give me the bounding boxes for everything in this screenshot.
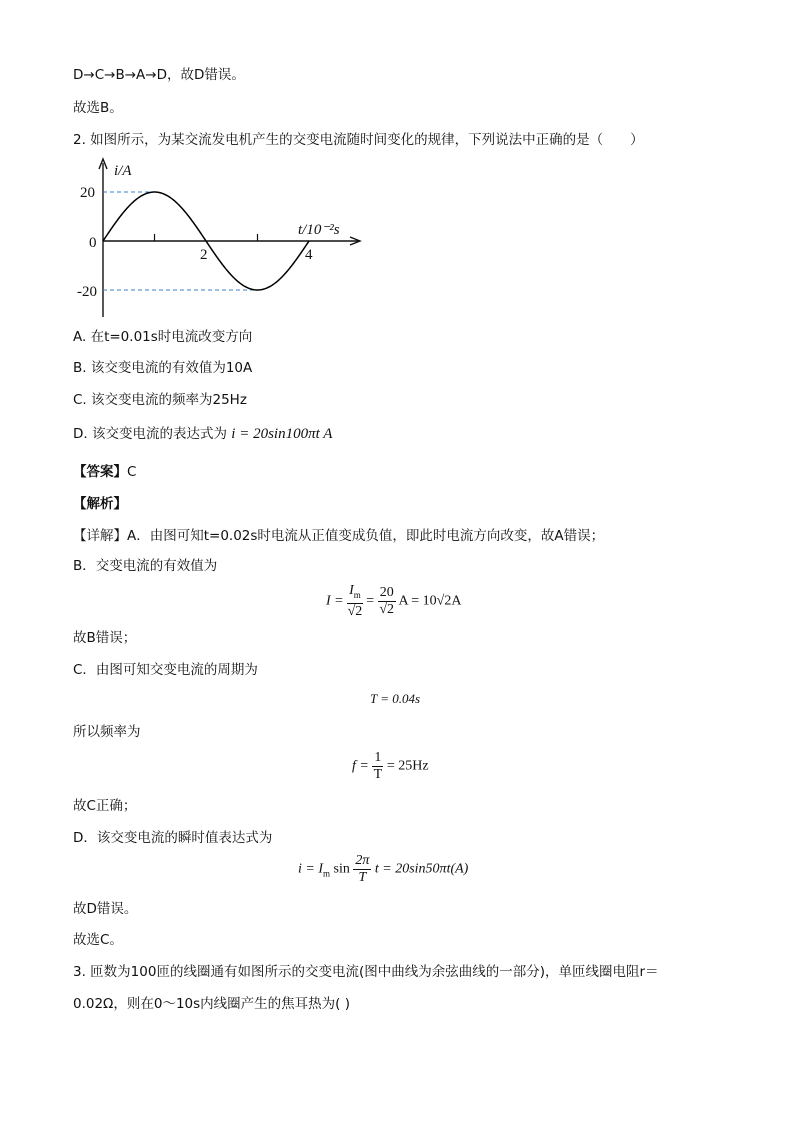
period-formula: T = 0.04s (370, 691, 421, 706)
option-d-prefix: D. 该交变电流的表达式为 (73, 426, 227, 442)
y-tick-label-20: 20 (80, 185, 95, 201)
detail-d-conclusion: 故D错误。 (73, 901, 138, 917)
frequency-result: = 25Hz (386, 758, 429, 774)
fraction-im-sqrt2 (347, 583, 363, 620)
denominator-t: T (373, 767, 383, 782)
im-symbol: I (349, 583, 354, 598)
answer-row (73, 462, 136, 482)
effective-value-result: A = 10√2A (398, 593, 462, 609)
question-3-line-2: 0.02Ω，则在0～10s内线圈产生的焦耳热为( ) (73, 996, 351, 1012)
formula-i-im: i = I (298, 861, 323, 877)
text-line-1: D→C→B→A→D，故D错误。 (73, 67, 245, 83)
frequency-intro: 所以频率为 (73, 724, 141, 740)
detail-b-intro: B．交变电流的有效值为 (73, 558, 218, 574)
final-answer: 故选C。 (73, 932, 123, 948)
y-tick-label-0: 0 (89, 235, 97, 251)
analysis-label: 【解析】 (73, 496, 127, 512)
x-tick-label-4: 4 (305, 247, 313, 263)
option-d-expression: i = 20sin100πt A (231, 426, 333, 442)
im-subscript-2: m (323, 868, 331, 879)
detail-d-intro: D．该交变电流的瞬时值表达式为 (73, 830, 273, 846)
answer-value: C (127, 464, 137, 480)
option-c: C. 该交变电流的频率为25Hz (73, 392, 247, 408)
y-tick-label-neg20: -20 (77, 284, 97, 300)
answer-label: 【答案】 (73, 464, 127, 480)
im-subscript: m (353, 589, 361, 600)
detail-a: 【详解】A．由图可知t=0.02s时电流从正值变成负值，即此时电流方向改变，故A错误； (73, 528, 605, 544)
numerator-1: 1 (374, 750, 382, 765)
option-d (73, 424, 332, 444)
frequency-formula (352, 750, 429, 783)
current-time-chart (72, 155, 362, 320)
formula-i-equals: I = (326, 593, 344, 609)
equals-sign: = (366, 593, 375, 609)
text-line-2: 故选B。 (73, 100, 123, 116)
x-tick-label-2: 2 (200, 247, 208, 263)
detail-c-intro: C．由图可知交变电流的周期为 (73, 662, 258, 678)
fraction-1-over-t (372, 750, 383, 783)
detail-c-conclusion: 故C正确； (73, 798, 137, 814)
instantaneous-formula (298, 853, 468, 886)
detail-b-conclusion: 故B错误； (73, 630, 137, 646)
instantaneous-result: t = 20sin50πt(A) (374, 861, 469, 877)
question-2-stem: 2. 如图所示，为某交流发电机产生的交变电流随时间变化的规律，下列说法中正确的是（ ） (73, 132, 644, 148)
numerator-2pi: 2π (355, 853, 370, 868)
sqrt2-denominator-2: √2 (379, 601, 395, 617)
x-axis-label: t/10⁻²s (298, 222, 340, 238)
formula-f-equals: f = (352, 758, 369, 774)
effective-value-formula (326, 583, 461, 620)
question-3-line-1: 3. 匝数为100匝的线圈通有如图所示的交变电流(图中曲线为余弦曲线的一部分)，单匝线圈电阻r＝ (73, 964, 659, 980)
sin-text: sin (333, 861, 350, 877)
option-a: A. 在t=0.01s时电流改变方向 (73, 329, 253, 345)
fraction-20-sqrt2 (378, 585, 396, 618)
y-axis-label: i/A (114, 163, 132, 179)
sqrt2-denominator: √2 (347, 603, 363, 619)
numerator-20: 20 (379, 584, 394, 600)
option-b: B. 该交变电流的有效值为10A (73, 360, 253, 376)
fraction-2pi-over-t (353, 853, 371, 886)
denominator-t-2: T (358, 870, 367, 885)
